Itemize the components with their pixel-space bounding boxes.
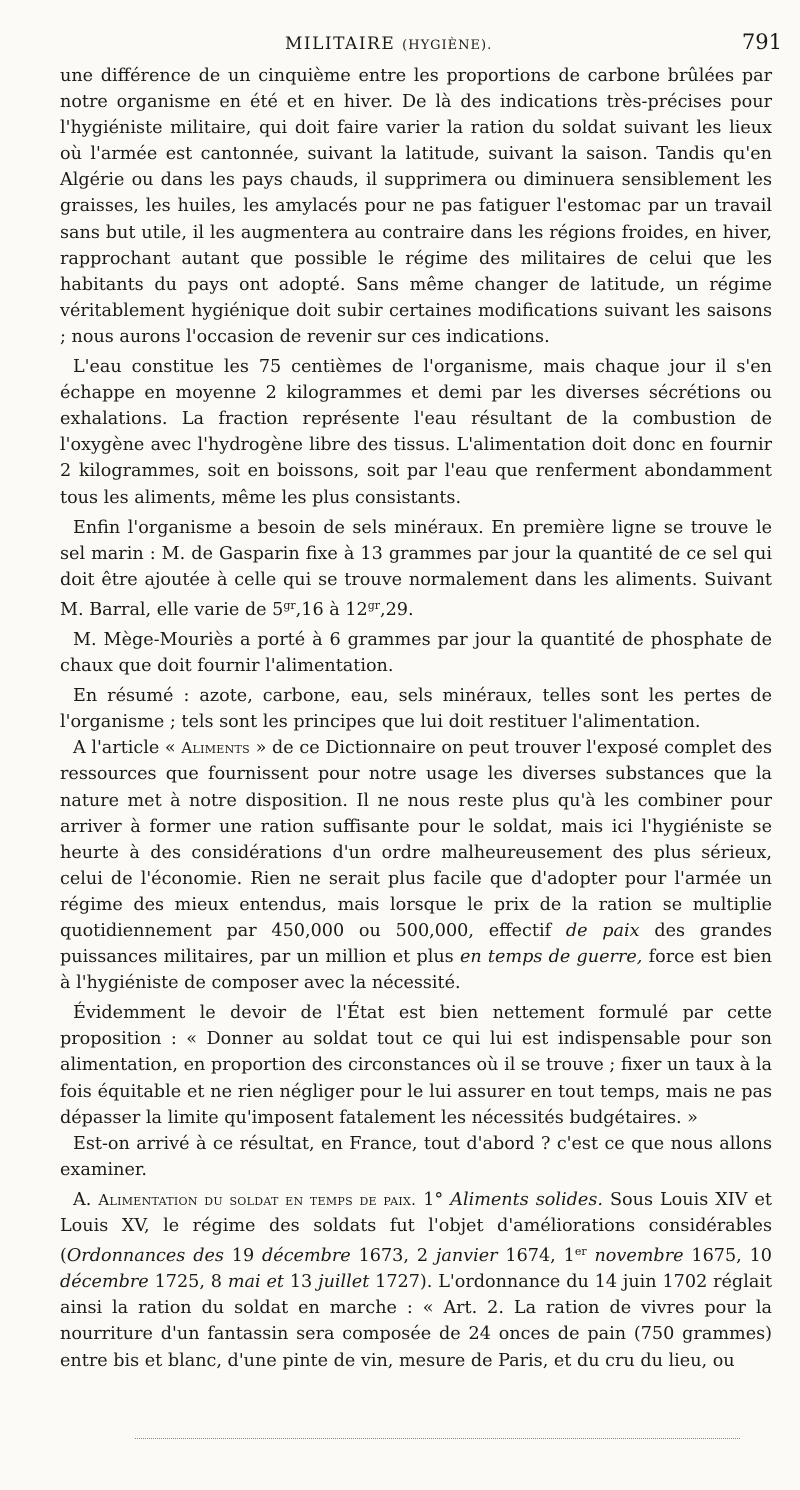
italic-text: en temps de guerre, <box>459 947 643 968</box>
paragraph <box>60 1187 772 1374</box>
paragraph <box>60 735 772 996</box>
running-title-main: MILITAIRE <box>285 34 396 54</box>
italic-text: décembre <box>262 1246 351 1267</box>
text-run: Enfin l'organisme a besoin de sels minéraux. En première ligne se trouve le sel marin : M. de Gasparin fixe à 13 grammes par jour la quantité de ce sel qui doit être ajoutée à celle qui se trouve normalement dans les aliments. Suivant M. Barral, elle varie de 5 <box>60 517 772 620</box>
page-header <box>60 28 780 58</box>
bottom-dotted-rule <box>135 1438 740 1439</box>
text-run: force est bien à l'hygiéniste de composer avec la nécessité. <box>60 947 773 994</box>
section-heading: Alimentation du soldat en temps de paix. <box>98 1190 417 1209</box>
text-run: 1727). L'ordonnance du 14 juin 1702 réglait ainsi la ration du soldat en marche : « Art. 2. La ration de vivres pour la nourriture d'un fantassin sera composée de 24 onces de pain (750 grammes) entre bis et blanc, d'une pinte de vin, mesure de Paris, et du cru du lieu, ou <box>60 1272 773 1371</box>
running-title <box>285 34 492 54</box>
text-run: ,29. <box>380 599 414 620</box>
body-text <box>60 63 772 1374</box>
text-run: A. <box>73 1189 99 1210</box>
paragraph: une différence de un cinquième entre les proportions de carbone brûlées par notre organisme en été et en hiver. De là des indications très-précises pour l'hygiéniste militaire, qui doit faire varier la ration du soldat suivant les lieux où l'armée est cantonnée, suivant la latitude, suivant la saison. Tandis qu'en Algérie ou dans les pays chauds, il supprimera ou diminuera sensiblement les graisses, les huiles, les amylacés pour ne pas fatiguer l'estomac par un travail sans but utile, il les augmentera au contraire dans les régions froides, en hiver, rapprochant autant que possible le régime des militaires de celui que les habitants du pays ont adopté. Sans même changer de latitude, un régime véritablement hygiénique doit subir certaines modifications suivant les saisons ; nous aurons l'occasion de revenir sur ces indications. <box>60 66 772 347</box>
text-run: 1675, 10 <box>683 1246 772 1267</box>
italic-text: mai et <box>227 1272 284 1293</box>
text-run: » de ce Dictionnaire on peut trouver l'exposé complet des ressources que fournissent pour notre usage les diverses substances que la nature met à notre disposition. Il ne nous reste plus qu'à les combiner pour arriver à former une ration suffisante pour le soldat, mais ici l'hygiéniste se heurte à des considérations d'un ordre malheureusement des plus sérieux, celui de l'économie. Rien ne serait plus facile que d'adopter pour l'armée un régime des mieux entendus, mais lorsque le prix de la ration se multiplie quotidiennement par 450,000 ou 500,000, effectif <box>60 738 772 941</box>
italic-text: de paix <box>565 921 640 941</box>
italic-text: décembre <box>60 1272 149 1293</box>
text-run: 13 <box>284 1272 319 1293</box>
text-run: A l'article « <box>73 738 182 759</box>
italic-text: Ordonnances des <box>66 1246 224 1267</box>
text-run: 1725, 8 <box>148 1272 228 1293</box>
text-run: 1673, 2 <box>350 1246 436 1267</box>
paragraph: Est-on arrivé à ce résultat, en France, tout d'abord ? c'est ce que nous allons examiner. <box>60 1133 772 1180</box>
superscript: gr <box>367 598 381 612</box>
paragraph: M. Mège-Mouriès a porté à 6 grammes par jour la quantité de phosphate de chaux que doit fournir l'alimentation. <box>60 629 772 677</box>
italic-text: novembre <box>594 1246 684 1267</box>
text-run: des grandes puissances militaires, par un million et plus <box>60 921 772 968</box>
italic-text: juillet <box>318 1272 370 1293</box>
paragraph: L'eau constitue les 75 centièmes de l'organisme, mais chaque jour il s'en échappe en moyenne 2 kilogrammes et demi par les diverses sécrétions ou exhalations. La fraction représente l'eau résultant de la combustion de l'oxygène avec l'hydrogène libre des tissus. L'alimentation doit donc en fournir 2 kilogrammes, soit en boissons, soit par l'eau que renferment abondamment tous les aliments, même les plus consistants. <box>60 357 772 508</box>
paragraph: Évidemment le devoir de l'État est bien nettement formulé par cette proposition : « Donner au soldat tout ce qui lui est indispensable pour son alimentation, en proportion des circonstances où il se trouve ; fixer un taux à la fois équitable et ne rien négliger pour le lui assurer en tout temps, mais ne pas dépasser la limite qu'imposent fatalement les nécessités budgétaires. » <box>60 1003 772 1128</box>
text-run: Sous Louis XIV et Louis XV, le régime des soldats fut l'objet d'améliorations considérables ( <box>60 1189 772 1267</box>
text-run: ,16 à 12 <box>295 599 368 620</box>
text-run: 1674, 1 <box>497 1246 575 1267</box>
running-title-subtitle: (HYGIÈNE). <box>402 38 493 53</box>
small-caps-reference: Aliments <box>181 739 251 758</box>
italic-text: janvier <box>435 1246 498 1267</box>
text-run: 1° <box>416 1189 451 1210</box>
paragraph <box>60 515 772 623</box>
superscript: er <box>574 1245 587 1259</box>
text-run: 19 <box>223 1246 263 1267</box>
superscript: gr <box>283 598 296 612</box>
page-number: 791 <box>741 30 782 54</box>
italic-text: Aliments solides. <box>450 1189 603 1210</box>
paragraph: En résumé : azote, carbone, eau, sels minéraux, telles sont les pertes de l'organisme ; tels sont les principes que lui doit restituer l'alimentation. <box>60 686 772 733</box>
